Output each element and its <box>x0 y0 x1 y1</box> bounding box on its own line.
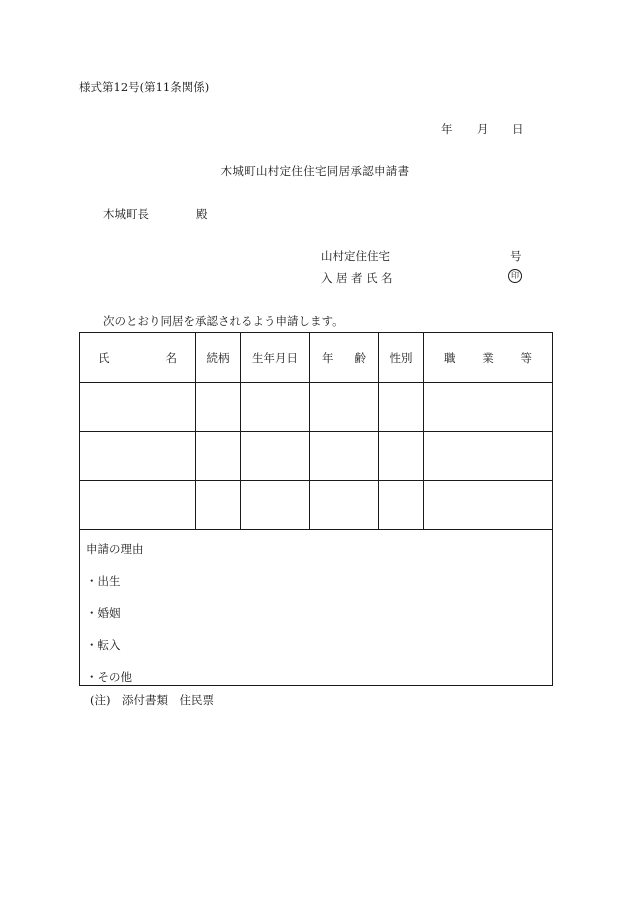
table-header-row <box>80 333 553 383</box>
date-month-label: 月 <box>477 122 489 136</box>
cell-relation[interactable] <box>196 383 241 432</box>
cell-gender[interactable] <box>379 481 424 530</box>
header-age <box>310 333 379 383</box>
reason-section <box>80 530 553 686</box>
table-row <box>80 432 553 481</box>
cell-age[interactable] <box>310 481 379 530</box>
document-title: 木城町山村定住住宅同居承認申請書 <box>220 164 410 178</box>
resident-name-label: 入居者氏名 <box>321 271 396 285</box>
cell-relation[interactable] <box>196 432 241 481</box>
header-name-char-1: 氏 <box>98 350 110 365</box>
housing-label: 山村定住住宅 <box>321 249 390 263</box>
header-age-char-1: 年 <box>322 350 334 365</box>
housing-number-label: 号 <box>510 249 522 263</box>
reason-item-other[interactable]: ・その他 <box>86 670 132 684</box>
table-row <box>80 481 553 530</box>
cell-relation[interactable] <box>196 481 241 530</box>
cohabitant-table <box>79 332 553 686</box>
cell-age[interactable] <box>310 383 379 432</box>
header-occupation-char-3: 等 <box>520 350 532 365</box>
cell-name[interactable] <box>80 383 196 432</box>
header-occupation-char-1: 職 <box>444 350 456 365</box>
cell-birthdate[interactable] <box>241 432 310 481</box>
reason-title: 申請の理由 <box>86 542 144 556</box>
cell-name[interactable] <box>80 432 196 481</box>
table-row <box>80 383 553 432</box>
addressee-honorific: 殿 <box>196 207 208 221</box>
header-age-char-2: 齢 <box>354 350 366 365</box>
header-relation: 続柄 <box>196 333 241 383</box>
date-year-label: 年 <box>441 122 453 136</box>
intro-text: 次のとおり同居を承認されるよう申請します。 <box>103 314 344 328</box>
reason-row <box>80 530 553 686</box>
reason-item-move-in[interactable]: ・転入 <box>86 638 121 652</box>
cell-occupation[interactable] <box>424 383 553 432</box>
header-name-char-2: 名 <box>165 350 177 365</box>
header-occupation-char-2: 業 <box>482 350 494 365</box>
header-birthdate: 生年月日 <box>241 333 310 383</box>
cell-birthdate[interactable] <box>241 481 310 530</box>
cell-birthdate[interactable] <box>241 383 310 432</box>
form-number: 様式第12号(第11条関係) <box>79 80 210 94</box>
seal-mark: 印 <box>508 269 522 283</box>
attachment-note: (注) 添付書類 住民票 <box>90 693 214 707</box>
cell-age[interactable] <box>310 432 379 481</box>
reason-item-birth[interactable]: ・出生 <box>86 574 121 588</box>
header-occupation <box>424 333 553 383</box>
cell-gender[interactable] <box>379 432 424 481</box>
header-gender: 性別 <box>379 333 424 383</box>
cell-occupation[interactable] <box>424 481 553 530</box>
cell-name[interactable] <box>80 481 196 530</box>
date-day-label: 日 <box>512 122 524 136</box>
reason-item-marriage[interactable]: ・婚姻 <box>86 606 121 620</box>
addressee-name: 木城町長 <box>103 207 149 221</box>
header-name <box>80 333 196 383</box>
cell-occupation[interactable] <box>424 432 553 481</box>
cell-gender[interactable] <box>379 383 424 432</box>
